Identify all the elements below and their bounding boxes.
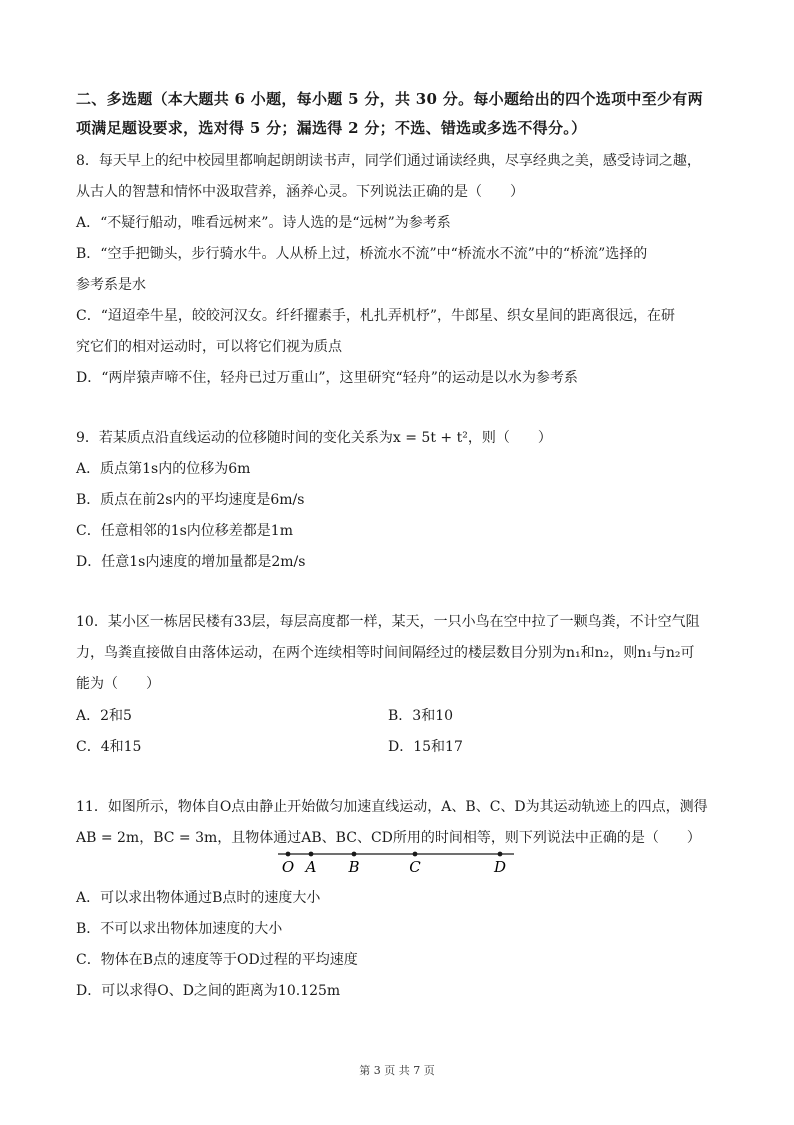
q10-stem-line1: 10．某小区一栋居民楼有33层，每层高度都一样，某天，一只小鸟在空中拉了一颗鸟粪，不计空气阻 <box>76 614 700 630</box>
q11-option-d: D．可以求得O、D之间的距离为10.125m <box>76 983 341 999</box>
point-c-label: C <box>409 858 421 876</box>
q8-option-c-line1: C．“迢迢牵牛星，皎皎河汉女。纤纤擢素手，札扎弄机杼”，牛郎星、织女星间的距离很远，在研 <box>76 308 676 324</box>
q11-option-a: A．可以求出物体通过B点时的速度大小 <box>76 890 321 906</box>
point-b-dot <box>352 852 357 857</box>
q9-option-a: A．质点第1s内的位移为6m <box>76 461 251 477</box>
q9-option-d: D．任意1s内速度的增加量都是2m/s <box>76 554 306 570</box>
q9-stem: 9．若某质点沿直线运动的位移随时间的变化关系为x = 5t + t²，则（ ） <box>76 430 552 446</box>
section-heading-line2: 项满足题设要求，选对得 5 分；漏选得 2 分；不选、错选或多选不得分。） <box>76 119 587 137</box>
q9-option-b: B．质点在前2s内的平均速度是6m/s <box>76 492 305 508</box>
q10-option-d: D．15和17 <box>388 739 463 755</box>
q8-stem-line1: 8．每天早上的纪中校园里都响起朗朗读书声，同学们通过诵读经典，尽享经典之美，感受诗词之趣， <box>76 153 701 169</box>
q11-option-c: C．物体在B点的速度等于OD过程的平均速度 <box>76 952 358 968</box>
point-b-label: B <box>348 858 360 876</box>
point-o-label: O <box>281 858 295 876</box>
q8-option-d: D．“两岸猿声啼不住，轻舟已过万重山”，这里研究“轻舟”的运动是以水为参考系 <box>76 370 578 386</box>
q8-option-b-line1: B．“空手把锄头，步行骑水牛。人从桥上过，桥流水不流”中“桥流水不流”中的“桥流”选择的 <box>76 246 648 262</box>
q10-stem-line3: 能为（ ） <box>76 676 160 692</box>
point-d-dot <box>498 852 503 857</box>
q8-option-b-line2: 参考系是水 <box>76 277 146 293</box>
point-a-label: A <box>305 858 317 876</box>
q10-option-c: C．4和15 <box>76 739 142 755</box>
q11-option-b: B．不可以求出物体加速度的大小 <box>76 921 283 937</box>
motion-track-diagram <box>268 848 528 878</box>
q8-option-a: A．“不疑行船动，唯看远树来”。诗人选的是“远树”为参考系 <box>76 215 451 231</box>
point-a-dot <box>309 852 314 857</box>
q9-option-c: C．任意相邻的1s内位移差都是1m <box>76 523 293 539</box>
section-heading-line1: 二、多选题（本大题共 6 小题，每小题 5 分，共 30 分。每小题给出的四个选项中至少有两 <box>76 90 703 108</box>
q10-stem-line2: 力，鸟粪直接做自由落体运动，在两个连续相等时间间隔经过的楼层数目分别为n₁和n₂，则n₁与n₂可 <box>76 645 695 661</box>
q11-stem-line2: AB = 2m，BC = 3m，且物体通过AB、BC、CD所用的时间相等，则下列说法中正确的是（ ） <box>76 830 701 846</box>
q10-option-a: A．2和5 <box>76 708 132 724</box>
q10-option-b: B．3和10 <box>388 708 454 724</box>
point-o-dot <box>286 852 291 857</box>
q8-option-c-line2: 究它们的相对运动时，可以将它们视为质点 <box>76 339 342 355</box>
point-d-label: D <box>493 858 507 876</box>
q8-stem-line2: 从古人的智慧和情怀中汲取营养，涵养心灵。下列说法正确的是（ ） <box>76 184 524 200</box>
q11-stem-line1: 11．如图所示，物体自O点由静止开始做匀加速直线运动，A、B、C、D为其运动轨迹上的四点，测得 <box>76 799 708 815</box>
point-c-dot <box>413 852 418 857</box>
page-footer: 第 3 页 共 7 页 <box>359 1064 435 1077</box>
